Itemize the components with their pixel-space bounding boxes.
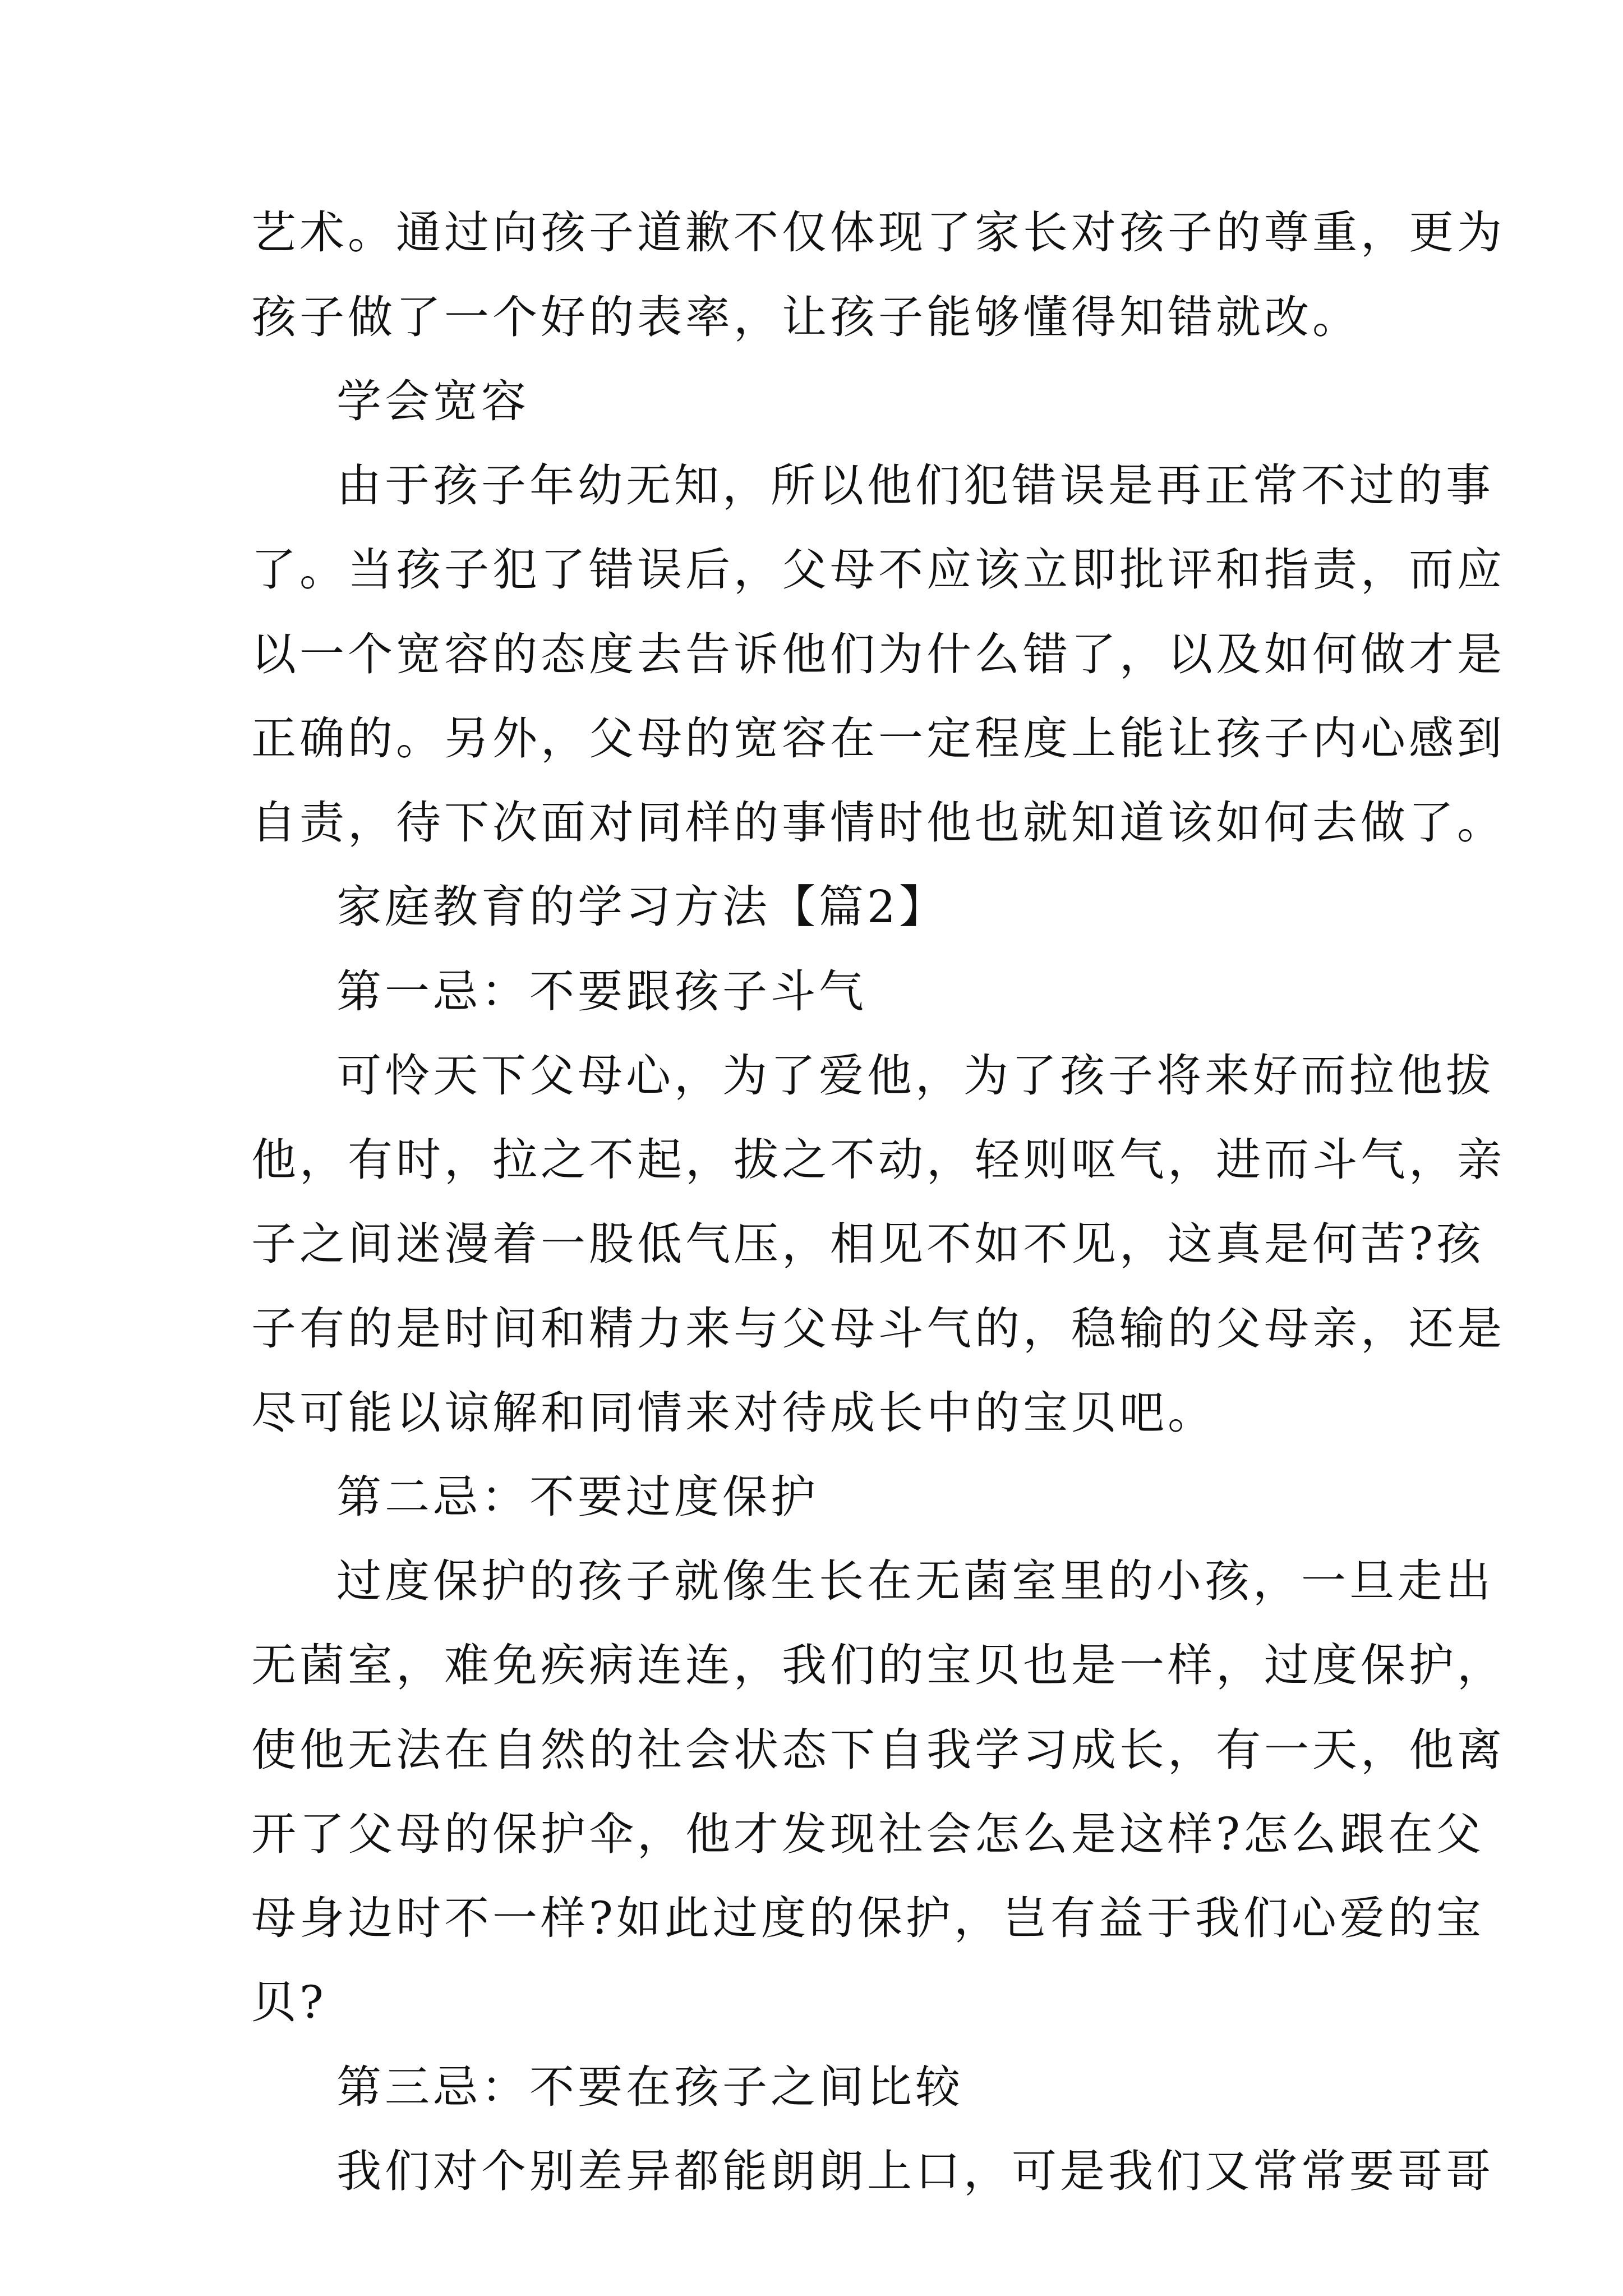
section-heading: 学会宽容 bbox=[336, 375, 529, 427]
text-line: 正确的。另外，父母的宽容在一定程度上能让孩子内心感到 bbox=[251, 712, 1505, 765]
text-line: 他，有时，拉之不起，拔之不动，轻则呕气，进而斗气，亲 bbox=[251, 1134, 1505, 1186]
text-line: 可怜天下父母心，为了爱他，为了孩子将来好而拉他拔 bbox=[336, 1050, 1494, 1102]
section-heading: 第一忌：不要跟孩子斗气 bbox=[336, 965, 867, 1018]
text-line: 开了父母的保护伞，他才发现社会怎么是这样?怎么跟在父 bbox=[251, 1808, 1484, 1860]
text-line: 尽可能以谅解和同情来对待成长中的宝贝吧。 bbox=[251, 1387, 1216, 1439]
text-line: 以一个宽容的态度去告诉他们为什么错了，以及如何做才是 bbox=[251, 628, 1505, 680]
section-heading: 第三忌：不要在孩子之间比较 bbox=[336, 2061, 963, 2113]
text-line: 孩子做了一个好的表率，让孩子能够懂得知错就改。 bbox=[251, 291, 1361, 343]
text-line: 无菌室，难免疾病连连，我们的宝贝也是一样，过度保护， bbox=[251, 1639, 1505, 1691]
text-line: 母身边时不一样?如此过度的保护，岂有益于我们心爱的宝 bbox=[251, 1892, 1484, 1944]
text-line: 子有的是时间和精力来与父母斗气的，稳输的父母亲，还是 bbox=[251, 1303, 1505, 1355]
text-line: 子之间迷漫着一股低气压，相见不如不见，这真是何苦?孩 bbox=[251, 1218, 1484, 1270]
text-line: 过度保护的孩子就像生长在无菌室里的小孩，一旦走出 bbox=[336, 1555, 1494, 1607]
text-line: 由于孩子年幼无知，所以他们犯错误是再正常不过的事 bbox=[336, 459, 1494, 512]
text-line: 了。当孩子犯了错误后，父母不应该立即批评和指责，而应 bbox=[251, 544, 1505, 596]
text-line: 使他无法在自然的社会状态下自我学习成长，有一天，他离 bbox=[251, 1724, 1505, 1776]
text-line: 贝? bbox=[251, 1976, 327, 2028]
text-line: 我们对个别差异都能朗朗上口，可是我们又常常要哥哥 bbox=[336, 2145, 1494, 2197]
text-line: 自责，待下次面对同样的事情时他也就知道该如何去做了。 bbox=[251, 797, 1505, 849]
section-heading: 家庭教育的学习方法【篇2】 bbox=[336, 881, 947, 933]
section-heading: 第二忌：不要过度保护 bbox=[336, 1471, 819, 1523]
text-line: 艺术。通过向孩子道歉不仅体现了家长对孩子的尊重，更为 bbox=[251, 206, 1505, 259]
